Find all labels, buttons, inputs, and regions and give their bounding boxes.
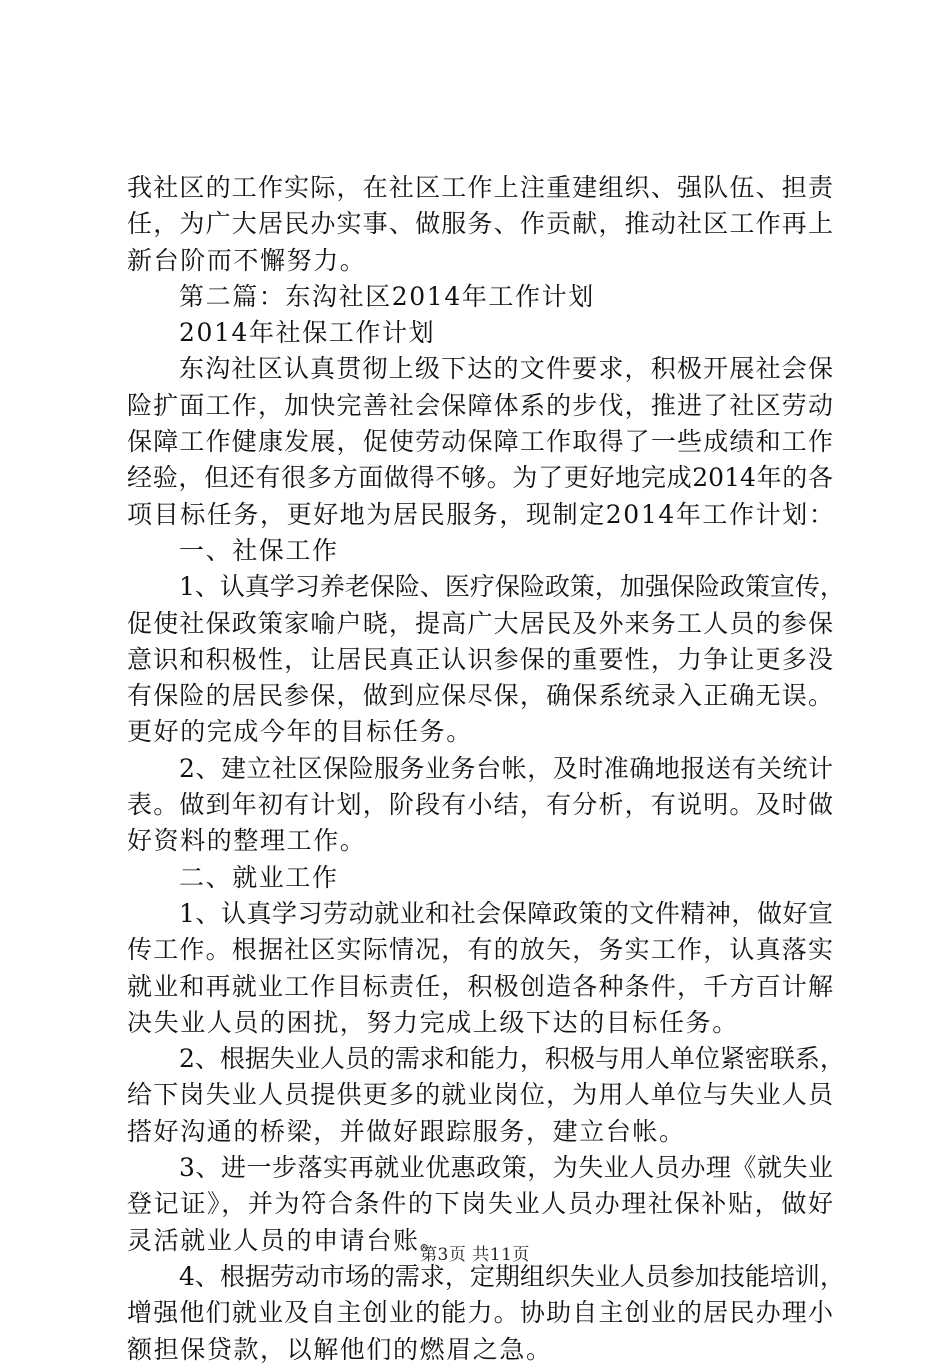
text-line: 额担保贷款，以解他们的燃眉之急。 <box>127 1334 553 1364</box>
section-heading: 第二篇：东沟社区2014年工作计划 <box>179 281 595 311</box>
plan-title: 2014年社保工作计划 <box>179 318 436 348</box>
text-line: 保障工作健康发展，促使劳动保障工作取得了一些成绩和工作 <box>127 427 833 457</box>
text-line: 好资料的整理工作。 <box>127 826 367 856</box>
text-line: 增强他们就业及自主创业的能力。协助自主创业的居民办理小 <box>127 1298 833 1328</box>
text-line: 灵活就业人员的申请台账。 <box>127 1225 447 1255</box>
text-line: 我社区的工作实际，在社区工作上注重建组织、强队伍、担责 <box>127 173 833 202</box>
text-line: 险扩面工作，加快完善社会保障体系的步伐，推进了社区劳动 <box>127 390 833 420</box>
text-line: 经验，但还有很多方面做得不够。为了更好地完成2014年的各 <box>127 463 833 493</box>
text-line: 东沟社区认真贯彻上级下达的文件要求，积极开展社会保 <box>179 354 833 384</box>
text-line: 新台阶而不懈努力。 <box>127 245 367 275</box>
text-line: 表。做到年初有计划，阶段有小结，有分析，有说明。及时做 <box>127 790 833 820</box>
page-footer <box>0 1240 950 1265</box>
text-line: 3、进一步落实再就业优惠政策，为失业人员办理《就失业 <box>179 1153 833 1183</box>
text-line: 决失业人员的困扰，努力完成上级下达的目标任务。 <box>127 1007 739 1037</box>
text-line: 2、建立社区保险服务业务台帐，及时准确地报送有关统计 <box>179 753 833 783</box>
text-line: 传工作。根据社区实际情况，有的放矢，务实工作，认真落实 <box>127 935 833 965</box>
text-line: 2、根据失业人员的需求和能力，积极与用人单位紧密联系， <box>179 1044 845 1074</box>
text-line: 搭好沟通的桥梁，并做好跟踪服务，建立台帐。 <box>127 1116 686 1146</box>
text-line: 登记证》，并为符合条件的下岗失业人员办理社保补贴，做好 <box>127 1189 833 1219</box>
text-line: 就业和再就业工作目标责任，积极创造各种条件，千方百计解 <box>127 971 833 1001</box>
text-line: 1、认真学习劳动就业和社会保障政策的文件精神，做好宣 <box>179 898 833 928</box>
subsection-heading: 二、就业工作 <box>179 862 339 892</box>
text-line: 项目标任务，更好地为居民服务，现制定2014年工作计划： <box>127 499 836 529</box>
document-body <box>127 170 845 1368</box>
text-line: 给下岗失业人员提供更多的就业岗位，为用人单位与失业人员 <box>127 1080 833 1110</box>
text-line: 有保险的居民参保，做到应保尽保，确保系统录入正确无误。 <box>127 681 833 711</box>
text-line: 更好的完成今年的目标任务。 <box>127 717 473 747</box>
text-line: 1、认真学习养老保险、医疗保险政策，加强保险政策宣传， <box>179 572 845 602</box>
text-line: 4、根据劳动市场的需求，定期组织失业人员参加技能培训， <box>179 1261 845 1291</box>
text-line: 任，为广大居民办实事、做服务、作贡献，推动社区工作再上 <box>127 209 833 239</box>
text-line: 促使社保政策家喻户晓，提高广大居民及外来务工人员的参保 <box>127 608 833 638</box>
page-number: 第3页 共11页 <box>420 1245 530 1265</box>
subsection-heading: 一、社保工作 <box>179 535 339 565</box>
text-line: 意识和积极性，让居民真正认识参保的重要性，力争让更多没 <box>127 644 833 674</box>
